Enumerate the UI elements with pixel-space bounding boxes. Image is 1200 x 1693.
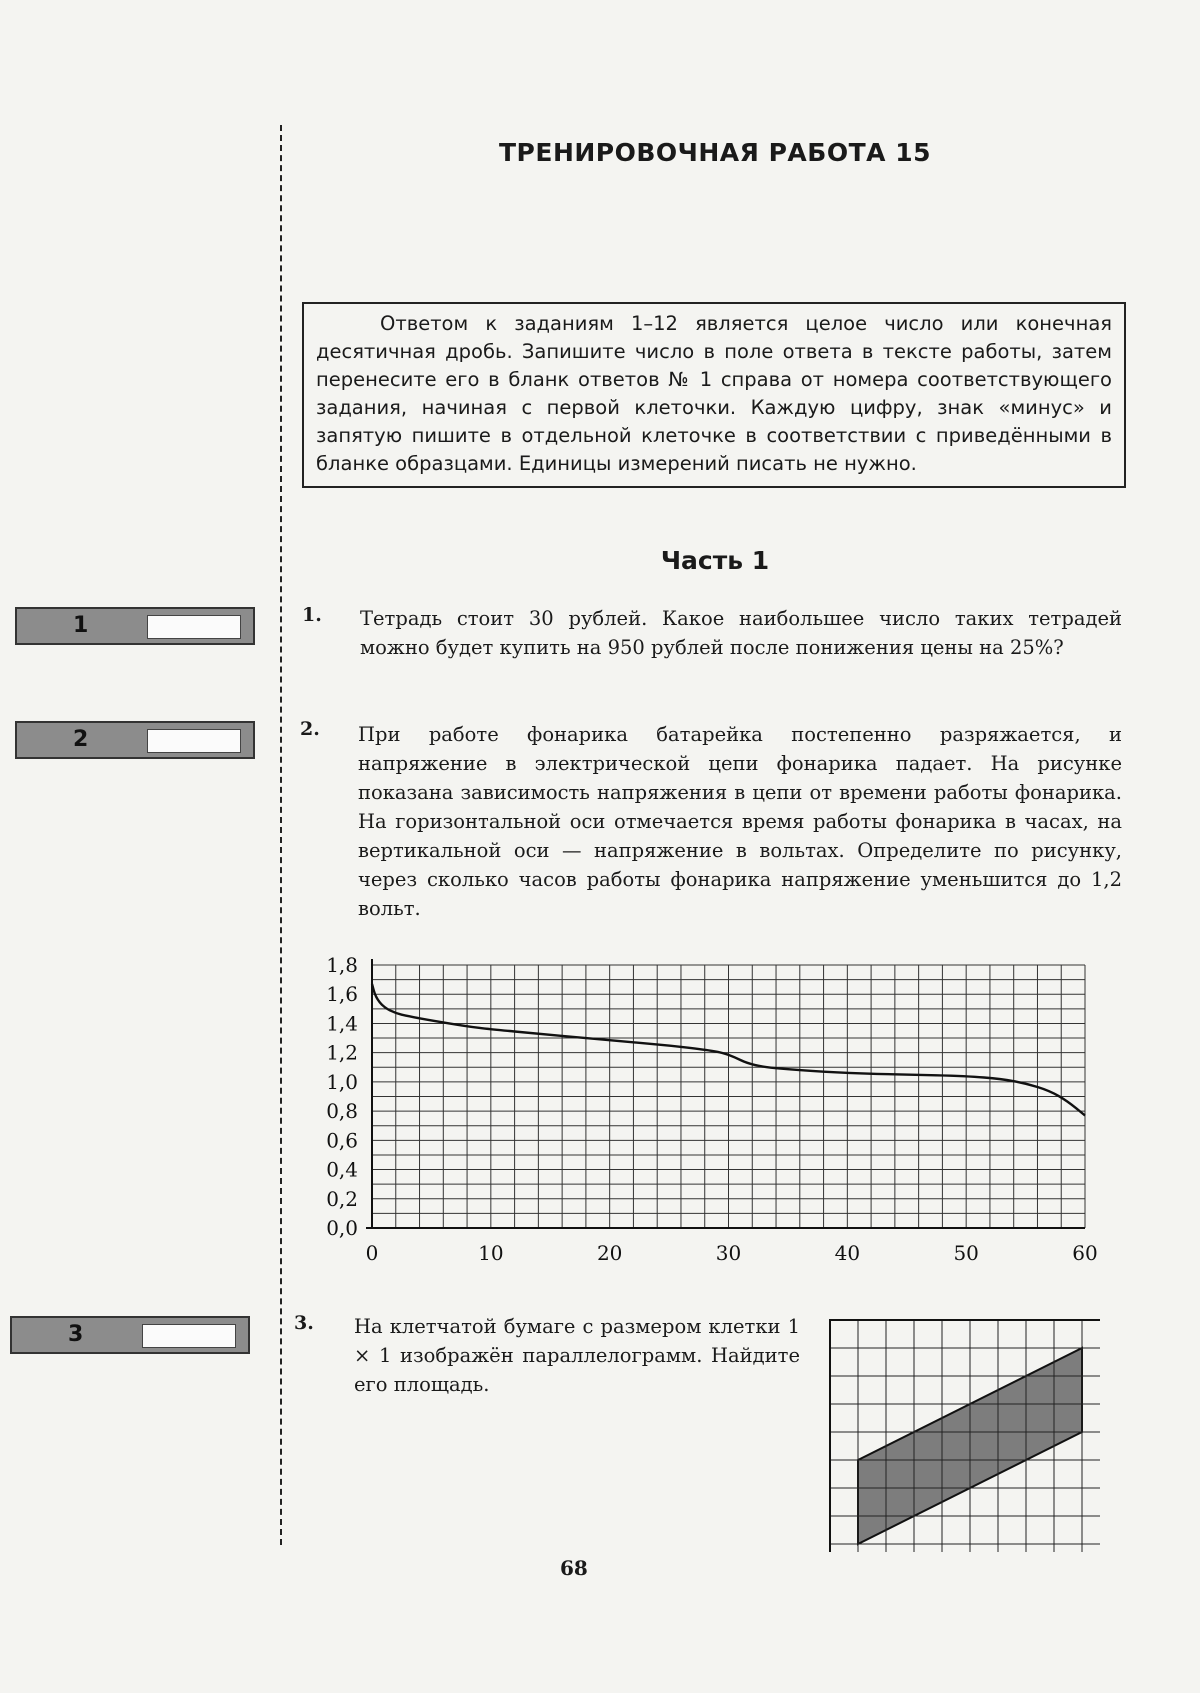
y-tick-label: 0,4 bbox=[326, 1157, 358, 1182]
answer-box-label: 1 bbox=[73, 613, 89, 638]
task-1-number: 1. bbox=[302, 604, 322, 626]
y-tick-label: 0,2 bbox=[326, 1186, 358, 1211]
cut-line bbox=[280, 125, 282, 1545]
parallelogram-grid-figure bbox=[820, 1312, 1100, 1552]
x-tick-label: 50 bbox=[953, 1241, 979, 1265]
y-tick-label: 0,0 bbox=[326, 1216, 358, 1240]
x-tick-label: 40 bbox=[834, 1241, 861, 1265]
x-tick-label: 10 bbox=[478, 1241, 504, 1265]
instructions-box: Ответом к заданиям 1–12 является целое число или конечная десятичная дробь. Запишите число в поле ответа в тексте работы, затем перенесите его в бланк ответов № 1 справа от номера соответствующего задания, начиная с первой клеточки. Каждую цифру, знак «минус» и запятую пишите в отдельной клеточке в соответствии с приведёнными в бланке образцами. Единицы измерений писать не нужно. bbox=[302, 302, 1126, 488]
answer-box-2 bbox=[15, 721, 255, 759]
answer-box-label: 2 bbox=[73, 727, 89, 752]
y-tick-label: 1,6 bbox=[326, 982, 358, 1007]
y-tick-label: 0,6 bbox=[326, 1128, 358, 1153]
page-number: 68 bbox=[560, 1556, 588, 1580]
answer-field-2[interactable] bbox=[147, 729, 241, 753]
task-2-text: При работе фонарика батарейка постепенно разряжается, и напряжение в электрической цепи фонарика падает. На рисунке показана зависимость напряжения в цепи от времени работы фонарика. На горизонтальной оси отмечается время работы фонарика в часах, на вертикальной оси — напряжение в вольтах. Определите по рисунку, через сколько часов работы фонарика напряжение уменьшится до 1,2 вольт. bbox=[358, 723, 1122, 920]
x-tick-label: 60 bbox=[1072, 1241, 1098, 1265]
answer-box-label: 3 bbox=[68, 1322, 84, 1347]
y-tick-label: 1,8 bbox=[326, 953, 358, 977]
y-tick-label: 1,2 bbox=[326, 1040, 358, 1065]
answer-field-1[interactable] bbox=[147, 615, 241, 639]
x-tick-label: 30 bbox=[715, 1241, 742, 1265]
answer-field-3[interactable] bbox=[142, 1324, 236, 1348]
x-tick-label: 0 bbox=[365, 1241, 379, 1265]
y-tick-label: 1,4 bbox=[326, 1011, 358, 1036]
part-heading: Часть 1 bbox=[660, 546, 770, 575]
task-2-number: 2. bbox=[300, 718, 320, 740]
page-title: ТРЕНИРОВОЧНАЯ РАБОТА 15 bbox=[499, 138, 931, 167]
task-3-number: 3. bbox=[294, 1312, 314, 1334]
task-1-text: Тетрадь стоит 30 рублей. Какое наибольшее число таких тетрадей можно будет купить на 950 рублей после понижения цены на 25%? bbox=[360, 607, 1122, 659]
task-3-text: На клетчатой бумаге с размером клетки 1 × 1 изображён параллелограмм. Найдите его площадь. bbox=[354, 1315, 800, 1396]
answer-box-3 bbox=[10, 1316, 250, 1354]
answer-box-1 bbox=[15, 607, 255, 645]
y-tick-label: 1,0 bbox=[326, 1069, 358, 1094]
voltage-chart bbox=[300, 945, 1100, 1275]
x-tick-label: 20 bbox=[596, 1241, 623, 1265]
y-tick-label: 0,8 bbox=[326, 1099, 358, 1124]
